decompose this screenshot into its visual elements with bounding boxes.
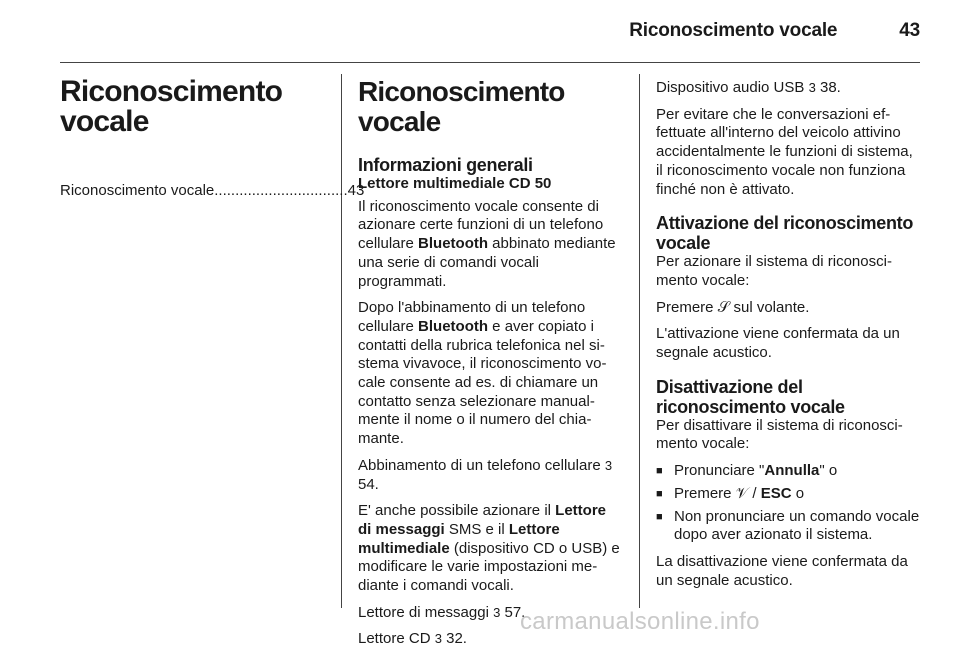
paragraph-pairing: Dopo l'abbinamento di un telefono cellulare Bluetooth e aver copiato i contatti della rubrica telefonica nel sistema vivavoce, il riconoscimento vocale consente ad es. di chiamare un contatto senza selezionare manualmente il nome o il numero del chiamante. — [358, 299, 607, 448]
column-divider-2 — [639, 74, 640, 608]
toc-entry[interactable] — [60, 182, 365, 201]
section-title: Riconoscimento vocale — [358, 76, 565, 137]
reference-page[interactable]: 57. — [504, 603, 526, 621]
voice-command-icon: 𝒮 — [717, 298, 730, 316]
reference-arrow-icon: 3 — [493, 604, 501, 620]
subsection-title-disattivazione: Disattivazione del riconoscimento vocale — [656, 376, 845, 417]
running-header — [40, 20, 920, 42]
list-item: ■ Pronunciare "Annulla" o — [656, 462, 921, 481]
reference-page[interactable]: 32. — [446, 630, 467, 648]
toc-column — [60, 75, 365, 201]
reference-page[interactable]: 38. — [819, 79, 841, 96]
header-rule — [60, 62, 920, 63]
bluetooth-term: Bluetooth — [418, 235, 489, 253]
phone-end-icon: 𝒱 — [735, 484, 749, 502]
main-column-3 — [656, 79, 921, 598]
reference-usb: Dispositivo audio USB 3 38. — [656, 79, 841, 96]
reference-message-reader: Lettore di messaggi 3 57. — [358, 603, 526, 621]
main-column-2 — [358, 77, 623, 657]
reference-page[interactable]: 54. — [358, 475, 379, 493]
paragraph-deactivation-confirm: La disattivazione viene confermata da un segnale acustico. — [656, 552, 908, 589]
chapter-title: Riconoscimento vocale — [60, 75, 283, 138]
toc-entry-page: 43 — [347, 182, 365, 199]
reference-pairing: Abbinamento di un telefono cellulare 3 54. — [358, 456, 613, 493]
reference-arrow-icon: 3 — [808, 80, 816, 95]
column-divider-1 — [341, 74, 342, 608]
paragraph-activation-intro: Per azionare il sistema di riconoscimento vocale: — [656, 253, 892, 289]
reference-arrow-icon: 3 — [434, 631, 442, 647]
media-player-term: Lettore multimediale — [358, 520, 560, 557]
reference-arrow-icon: 3 — [604, 457, 613, 473]
esc-key: ESC — [760, 484, 792, 502]
paragraph-activation-note: Per evitare che le conversazioni effettuate all'interno del veicolo attivino accidentalmente le funzioni di sistema, il riconoscimento vocale non funziona finché non è attivato. — [656, 105, 913, 198]
paragraph-activation-confirm: L'attivazione viene confermata da un segnale acustico. — [656, 325, 900, 362]
toc-entry-leader: ................................ — [214, 182, 348, 199]
paragraph-intro: Il riconoscimento vocale consente di azionare certe funzioni di un telefono cellulare Bluetooth abbinato mediante una serie di comandi vocali programmati. — [358, 197, 616, 290]
subsection-title-attivazione: Attivazione del riconoscimento vocale — [656, 213, 914, 254]
page-number: 43 — [899, 20, 920, 41]
reference-cd-player: Lettore CD 3 32. — [358, 630, 467, 648]
header-title: Riconoscimento vocale — [629, 20, 838, 41]
paragraph-deactivation-intro: Per disattivare il sistema di riconoscimento vocale: — [656, 416, 903, 453]
bluetooth-term: Bluetooth — [418, 317, 489, 335]
paragraph-features: E' anche possibile azionare il Lettore di messaggi SMS e il Lettore multimediale (dispositivo CD o USB) e modificare le varie impostazioni mediante i comandi vocali. — [358, 502, 620, 595]
subsection-title-informazioni: Informazioni generali — [358, 155, 533, 175]
deactivation-list — [656, 462, 921, 545]
message-reader-term: Lettore di messaggi — [358, 502, 606, 538]
list-item: ■ Premere 𝒱 / ESC o — [656, 485, 921, 504]
watermark: carmanualsonline.info — [520, 608, 760, 635]
subsection-subtitle: Lettore multimediale CD 50 — [358, 175, 552, 192]
paragraph-activation-step: Premere 𝒮 sul volante. — [656, 298, 810, 316]
toc-entry-label: Riconoscimento vocale — [60, 182, 215, 199]
list-item: ■ Non pronunciare un comando vocale dopo aver azionato il sistema. — [656, 508, 921, 545]
